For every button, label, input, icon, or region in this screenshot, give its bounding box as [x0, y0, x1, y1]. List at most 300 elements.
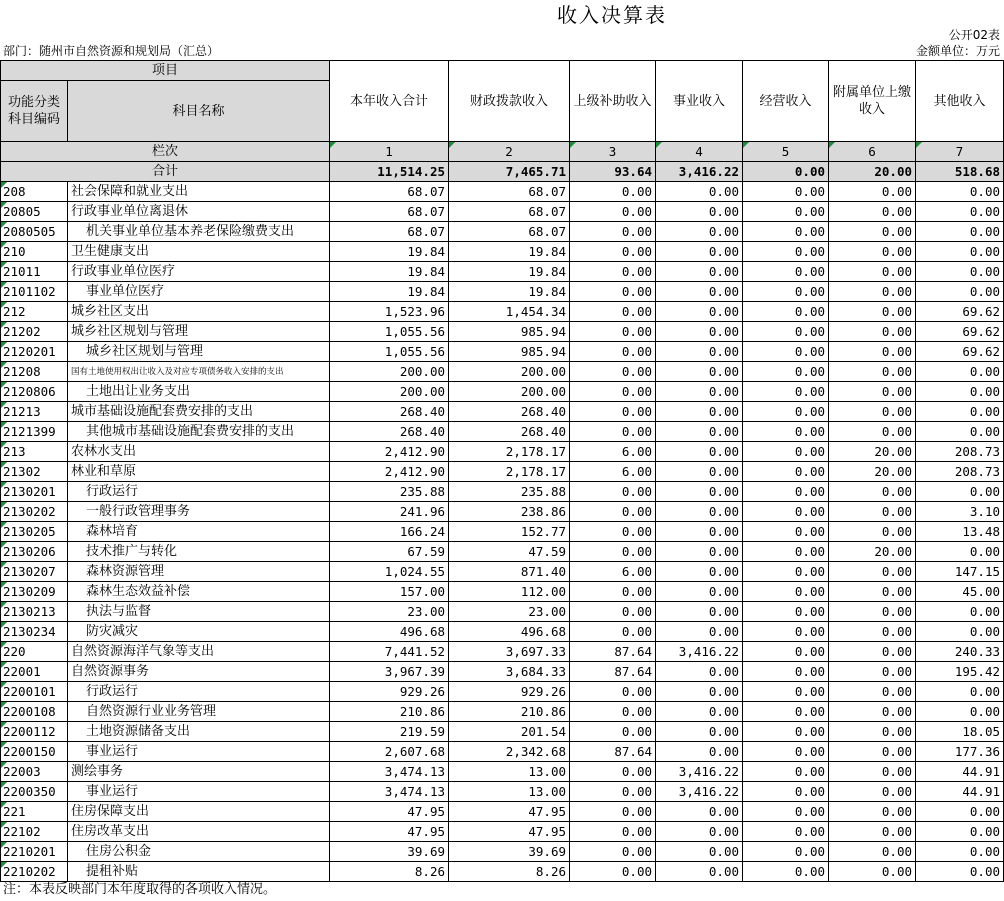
amount-cell: 0.00	[916, 602, 1004, 622]
amount-cell: 0.00	[743, 702, 829, 722]
amount-cell: 0.00	[570, 262, 656, 282]
subject-name: 一般行政管理事务	[68, 502, 330, 522]
amount-cell: 0.00	[570, 822, 656, 842]
subject-name: 事业运行	[68, 782, 330, 802]
subject-name: 机关事业单位基本养老保险缴费支出	[68, 222, 330, 242]
subject-code: 20805	[1, 202, 68, 222]
amount-cell: 496.68	[449, 622, 570, 642]
amount-cell: 19.84	[449, 242, 570, 262]
table-row	[1, 422, 1004, 442]
amount-cell: 0.00	[829, 502, 916, 522]
amount-cell: 0.00	[570, 622, 656, 642]
amount-cell: 0.00	[570, 182, 656, 202]
amount-cell: 0.00	[829, 722, 916, 742]
amount-cell: 0.00	[743, 462, 829, 482]
amount-cell: 0.00	[743, 402, 829, 422]
amount-cell: 208.73	[916, 442, 1004, 462]
amount-cell: 0.00	[743, 822, 829, 842]
amount-cell: 0.00	[743, 222, 829, 242]
total-label: 合计	[1, 162, 330, 182]
subject-code: 22003	[1, 762, 68, 782]
amount-cell: 44.91	[916, 782, 1004, 802]
amount-cell: 0.00	[743, 742, 829, 762]
amount-cell: 268.40	[330, 402, 449, 422]
amount-cell: 0.00	[656, 262, 743, 282]
amount-cell: 0.00	[916, 862, 1004, 882]
amount-cell: 19.84	[330, 262, 449, 282]
subject-name: 农林水支出	[68, 442, 330, 462]
subject-name: 测绘事务	[68, 762, 330, 782]
amount-cell: 19.84	[330, 282, 449, 302]
subject-code: 2130206	[1, 542, 68, 562]
amount-cell: 240.33	[916, 642, 1004, 662]
amount-cell: 6.00	[570, 562, 656, 582]
amount-cell: 871.40	[449, 562, 570, 582]
amount-cell: 2,412.90	[330, 462, 449, 482]
amount-cell: 0.00	[829, 522, 916, 542]
amount-cell: 3,416.22	[656, 642, 743, 662]
table-row	[1, 822, 1004, 842]
amount-cell: 0.00	[656, 342, 743, 362]
subject-code: 21302	[1, 462, 68, 482]
amount-cell: 0.00	[743, 802, 829, 822]
amount-cell: 0.00	[829, 222, 916, 242]
header-col-2: 财政拨款收入	[449, 61, 570, 142]
subject-code: 212	[1, 302, 68, 322]
table-row	[1, 182, 1004, 202]
amount-cell: 18.05	[916, 722, 1004, 742]
amount-cell: 0.00	[743, 382, 829, 402]
amount-cell: 0.00	[743, 642, 829, 662]
amount-cell: 268.40	[449, 402, 570, 422]
amount-cell: 68.07	[330, 222, 449, 242]
amount-cell: 0.00	[656, 242, 743, 262]
col-number: 4	[656, 142, 743, 162]
amount-cell: 0.00	[656, 682, 743, 702]
amount-cell: 201.54	[449, 722, 570, 742]
amount-cell: 235.88	[449, 482, 570, 502]
amount-cell: 6.00	[570, 462, 656, 482]
table-row	[1, 262, 1004, 282]
amount-cell: 0.00	[656, 542, 743, 562]
amount-cell: 87.64	[570, 642, 656, 662]
amount-cell: 0.00	[743, 602, 829, 622]
amount-cell: 200.00	[449, 382, 570, 402]
amount-cell: 20.00	[829, 462, 916, 482]
amount-cell: 0.00	[829, 242, 916, 262]
amount-cell: 0.00	[743, 582, 829, 602]
subject-code: 2130234	[1, 622, 68, 642]
amount-cell: 0.00	[743, 182, 829, 202]
amount-cell: 0.00	[656, 522, 743, 542]
amount-cell: 0.00	[829, 202, 916, 222]
amount-cell: 3,697.33	[449, 642, 570, 662]
amount-cell: 20.00	[829, 542, 916, 562]
amount-cell: 147.15	[916, 562, 1004, 582]
subject-code: 2200112	[1, 722, 68, 742]
subject-name: 防灾减灾	[68, 622, 330, 642]
table-row	[1, 242, 1004, 262]
amount-cell: 0.00	[656, 742, 743, 762]
amount-cell: 0.00	[656, 442, 743, 462]
table-row	[1, 482, 1004, 502]
amount-cell: 0.00	[916, 182, 1004, 202]
amount-cell: 0.00	[916, 262, 1004, 282]
table-row	[1, 702, 1004, 722]
amount-cell: 195.42	[916, 662, 1004, 682]
amount-cell: 0.00	[829, 762, 916, 782]
amount-cell: 0.00	[743, 482, 829, 502]
amount-cell: 0.00	[743, 282, 829, 302]
amount-cell: 69.62	[916, 342, 1004, 362]
amount-cell: 0.00	[570, 702, 656, 722]
table-row	[1, 442, 1004, 462]
amount-cell: 0.00	[656, 702, 743, 722]
subject-code: 21202	[1, 322, 68, 342]
department-label: 部门：随州市自然资源和规划局（汇总）	[3, 44, 220, 58]
amount-cell: 0.00	[743, 302, 829, 322]
amount-cell: 0.00	[656, 362, 743, 382]
subject-name: 事业单位医疗	[68, 282, 330, 302]
amount-cell: 929.26	[449, 682, 570, 702]
amount-cell: 2,342.68	[449, 742, 570, 762]
amount-cell: 268.40	[330, 422, 449, 442]
subject-code: 2200101	[1, 682, 68, 702]
amount-cell: 0.00	[829, 182, 916, 202]
amount-cell: 19.84	[449, 262, 570, 282]
table-row	[1, 682, 1004, 702]
amount-cell: 39.69	[449, 842, 570, 862]
amount-cell: 0.00	[570, 382, 656, 402]
amount-cell: 1,523.96	[330, 302, 449, 322]
header-item: 项目	[1, 61, 330, 81]
footnote: 注：本表反映部门本年度取得的各项收入情况。	[3, 882, 277, 897]
table-row	[1, 322, 1004, 342]
subject-name: 行政运行	[68, 682, 330, 702]
subject-name: 城市基础设施配套费安排的支出	[68, 402, 330, 422]
amount-cell: 152.77	[449, 522, 570, 542]
subject-name: 土地出让业务支出	[68, 382, 330, 402]
amount-cell: 68.07	[449, 202, 570, 222]
amount-cell: 0.00	[570, 222, 656, 242]
subject-code: 2210202	[1, 862, 68, 882]
subject-name: 森林生态效益补偿	[68, 582, 330, 602]
amount-cell: 0.00	[656, 422, 743, 442]
amount-cell: 0.00	[829, 282, 916, 302]
amount-cell: 3.10	[916, 502, 1004, 522]
amount-cell: 0.00	[916, 202, 1004, 222]
subject-code: 2210201	[1, 842, 68, 862]
subject-code: 2120201	[1, 342, 68, 362]
total-value: 7,465.71	[449, 162, 570, 182]
amount-cell: 0.00	[743, 342, 829, 362]
header-col-label: 栏次	[1, 142, 330, 162]
amount-cell: 67.59	[330, 542, 449, 562]
amount-cell: 0.00	[829, 342, 916, 362]
table-row	[1, 622, 1004, 642]
subject-name: 住房公积金	[68, 842, 330, 862]
amount-cell: 0.00	[829, 682, 916, 702]
subject-code: 2120806	[1, 382, 68, 402]
amount-cell: 0.00	[829, 422, 916, 442]
table-row	[1, 362, 1004, 382]
table-row	[1, 382, 1004, 402]
subject-code: 2130213	[1, 602, 68, 622]
subject-code: 2130209	[1, 582, 68, 602]
subject-name: 提租补贴	[68, 862, 330, 882]
amount-cell: 0.00	[829, 822, 916, 842]
subject-code: 213	[1, 442, 68, 462]
total-value: 20.00	[829, 162, 916, 182]
department-row	[0, 43, 1004, 59]
amount-cell: 200.00	[449, 362, 570, 382]
total-value: 93.64	[570, 162, 656, 182]
amount-cell: 23.00	[330, 602, 449, 622]
amount-cell: 0.00	[829, 702, 916, 722]
subject-code: 208	[1, 182, 68, 202]
amount-cell: 3,684.33	[449, 662, 570, 682]
amount-cell: 0.00	[829, 662, 916, 682]
amount-cell: 0.00	[656, 822, 743, 842]
amount-cell: 47.95	[330, 802, 449, 822]
subject-name: 社会保障和就业支出	[68, 182, 330, 202]
amount-cell: 0.00	[743, 542, 829, 562]
amount-cell: 68.07	[449, 222, 570, 242]
amount-cell: 0.00	[570, 762, 656, 782]
table-row	[1, 222, 1004, 242]
amount-cell: 177.36	[916, 742, 1004, 762]
amount-cell: 0.00	[656, 622, 743, 642]
subject-code: 2200350	[1, 782, 68, 802]
amount-cell: 0.00	[656, 582, 743, 602]
table-row	[1, 862, 1004, 882]
subject-code: 22001	[1, 662, 68, 682]
amount-cell: 0.00	[743, 722, 829, 742]
amount-cell: 0.00	[916, 362, 1004, 382]
amount-cell: 0.00	[570, 782, 656, 802]
subject-name: 行政事业单位离退休	[68, 202, 330, 222]
amount-cell: 0.00	[743, 322, 829, 342]
total-row	[1, 162, 1004, 182]
table-row	[1, 722, 1004, 742]
amount-cell: 0.00	[743, 502, 829, 522]
amount-cell: 0.00	[829, 742, 916, 762]
amount-cell: 0.00	[743, 562, 829, 582]
table-row	[1, 342, 1004, 362]
amount-cell: 0.00	[656, 382, 743, 402]
amount-cell: 0.00	[656, 602, 743, 622]
amount-cell: 0.00	[829, 402, 916, 422]
amount-cell: 0.00	[829, 622, 916, 642]
form-number: 公开02表	[948, 28, 1000, 42]
amount-cell: 0.00	[570, 322, 656, 342]
amount-cell: 19.84	[449, 282, 570, 302]
amount-cell: 238.86	[449, 502, 570, 522]
amount-cell: 2,412.90	[330, 442, 449, 462]
amount-cell: 1,024.55	[330, 562, 449, 582]
amount-cell: 0.00	[743, 422, 829, 442]
header-col-1: 本年收入合计	[330, 61, 449, 142]
table-body	[1, 182, 1004, 882]
amount-cell: 496.68	[330, 622, 449, 642]
amount-cell: 0.00	[829, 302, 916, 322]
report-title: 收入决算表	[557, 3, 667, 27]
amount-cell: 0.00	[656, 562, 743, 582]
amount-cell: 0.00	[570, 502, 656, 522]
amount-cell: 23.00	[449, 602, 570, 622]
header-subject-name: 科目名称	[68, 81, 330, 142]
amount-cell: 0.00	[570, 602, 656, 622]
subject-name: 森林培育	[68, 522, 330, 542]
subject-name: 土地资源储备支出	[68, 722, 330, 742]
amount-cell: 0.00	[656, 862, 743, 882]
amount-cell: 47.95	[330, 822, 449, 842]
table-row	[1, 522, 1004, 542]
amount-cell: 0.00	[743, 262, 829, 282]
subject-code: 2080505	[1, 222, 68, 242]
form-number-row	[0, 27, 1004, 43]
subject-code: 2130207	[1, 562, 68, 582]
amount-cell: 0.00	[743, 522, 829, 542]
amount-cell: 0.00	[916, 682, 1004, 702]
amount-cell: 0.00	[570, 682, 656, 702]
amount-cell: 241.96	[330, 502, 449, 522]
amount-cell: 0.00	[570, 722, 656, 742]
amount-cell: 0.00	[829, 562, 916, 582]
amount-cell: 0.00	[916, 242, 1004, 262]
amount-cell: 0.00	[656, 662, 743, 682]
col-number: 3	[570, 142, 656, 162]
amount-cell: 0.00	[656, 502, 743, 522]
amount-cell: 3,416.22	[656, 782, 743, 802]
amount-cell: 0.00	[656, 302, 743, 322]
amount-cell: 0.00	[656, 842, 743, 862]
amount-cell: 0.00	[570, 862, 656, 882]
amount-cell: 68.07	[449, 182, 570, 202]
table-row	[1, 842, 1004, 862]
amount-cell: 112.00	[449, 582, 570, 602]
amount-cell: 210.86	[330, 702, 449, 722]
subject-name: 自然资源海洋气象等支出	[68, 642, 330, 662]
amount-cell: 0.00	[916, 382, 1004, 402]
amount-cell: 0.00	[656, 282, 743, 302]
subject-name: 住房保障支出	[68, 802, 330, 822]
subject-code: 2101102	[1, 282, 68, 302]
amount-cell: 985.94	[449, 342, 570, 362]
amount-cell: 0.00	[743, 242, 829, 262]
amount-cell: 69.62	[916, 322, 1004, 342]
col-number: 5	[743, 142, 829, 162]
amount-cell: 0.00	[570, 282, 656, 302]
table-row	[1, 602, 1004, 622]
subject-code: 21213	[1, 402, 68, 422]
subject-code: 21011	[1, 262, 68, 282]
amount-cell: 1,454.34	[449, 302, 570, 322]
table-row	[1, 742, 1004, 762]
unit-label: 金额单位：万元	[915, 44, 1000, 58]
total-value: 518.68	[916, 162, 1004, 182]
table-row	[1, 462, 1004, 482]
table-row	[1, 562, 1004, 582]
amount-cell: 268.40	[449, 422, 570, 442]
subject-name: 执法与监督	[68, 602, 330, 622]
subject-code: 2200108	[1, 702, 68, 722]
subject-name: 技术推广与转化	[68, 542, 330, 562]
amount-cell: 1,055.56	[330, 342, 449, 362]
subject-name: 城乡社区支出	[68, 302, 330, 322]
amount-cell: 0.00	[916, 422, 1004, 442]
col-number: 1	[330, 142, 449, 162]
amount-cell: 0.00	[829, 362, 916, 382]
amount-cell: 0.00	[916, 702, 1004, 722]
header-col-6: 附属单位上缴收入	[829, 61, 916, 142]
subject-name: 行政事业单位医疗	[68, 262, 330, 282]
amount-cell: 208.73	[916, 462, 1004, 482]
amount-cell: 13.00	[449, 782, 570, 802]
amount-cell: 0.00	[829, 262, 916, 282]
amount-cell: 0.00	[570, 842, 656, 862]
subject-code: 21208	[1, 362, 68, 382]
amount-cell: 0.00	[743, 662, 829, 682]
amount-cell: 0.00	[916, 482, 1004, 502]
amount-cell: 0.00	[570, 202, 656, 222]
amount-cell: 0.00	[916, 222, 1004, 242]
income-table	[0, 60, 1004, 882]
amount-cell: 0.00	[656, 722, 743, 742]
amount-cell: 0.00	[656, 482, 743, 502]
amount-cell: 19.84	[330, 242, 449, 262]
amount-cell: 3,967.39	[330, 662, 449, 682]
amount-cell: 0.00	[656, 182, 743, 202]
amount-cell: 0.00	[916, 842, 1004, 862]
amount-cell: 0.00	[570, 802, 656, 822]
amount-cell: 8.26	[449, 862, 570, 882]
subject-name: 事业运行	[68, 742, 330, 762]
subject-code: 221	[1, 802, 68, 822]
subject-name: 国有土地使用权出让收入及对应专项债务收入安排的支出	[68, 362, 330, 382]
amount-cell: 0.00	[570, 522, 656, 542]
amount-cell: 0.00	[656, 222, 743, 242]
amount-cell: 0.00	[916, 542, 1004, 562]
amount-cell: 0.00	[743, 842, 829, 862]
amount-cell: 0.00	[743, 442, 829, 462]
subject-name: 城乡社区规划与管理	[68, 342, 330, 362]
amount-cell: 8.26	[330, 862, 449, 882]
amount-cell: 0.00	[570, 362, 656, 382]
subject-name: 城乡社区规划与管理	[68, 322, 330, 342]
amount-cell: 200.00	[330, 382, 449, 402]
subject-code: 22102	[1, 822, 68, 842]
amount-cell: 87.64	[570, 742, 656, 762]
amount-cell: 0.00	[916, 822, 1004, 842]
table-row	[1, 502, 1004, 522]
amount-cell: 0.00	[829, 782, 916, 802]
amount-cell: 0.00	[656, 322, 743, 342]
amount-cell: 3,474.13	[330, 782, 449, 802]
table-row	[1, 302, 1004, 322]
table-row	[1, 802, 1004, 822]
col-number: 2	[449, 142, 570, 162]
table-row	[1, 662, 1004, 682]
amount-cell: 0.00	[743, 682, 829, 702]
amount-cell: 2,607.68	[330, 742, 449, 762]
table-row	[1, 542, 1004, 562]
amount-cell: 0.00	[916, 402, 1004, 422]
amount-cell: 87.64	[570, 662, 656, 682]
header-col-7: 其他收入	[916, 61, 1004, 142]
table-row	[1, 582, 1004, 602]
amount-cell: 157.00	[330, 582, 449, 602]
